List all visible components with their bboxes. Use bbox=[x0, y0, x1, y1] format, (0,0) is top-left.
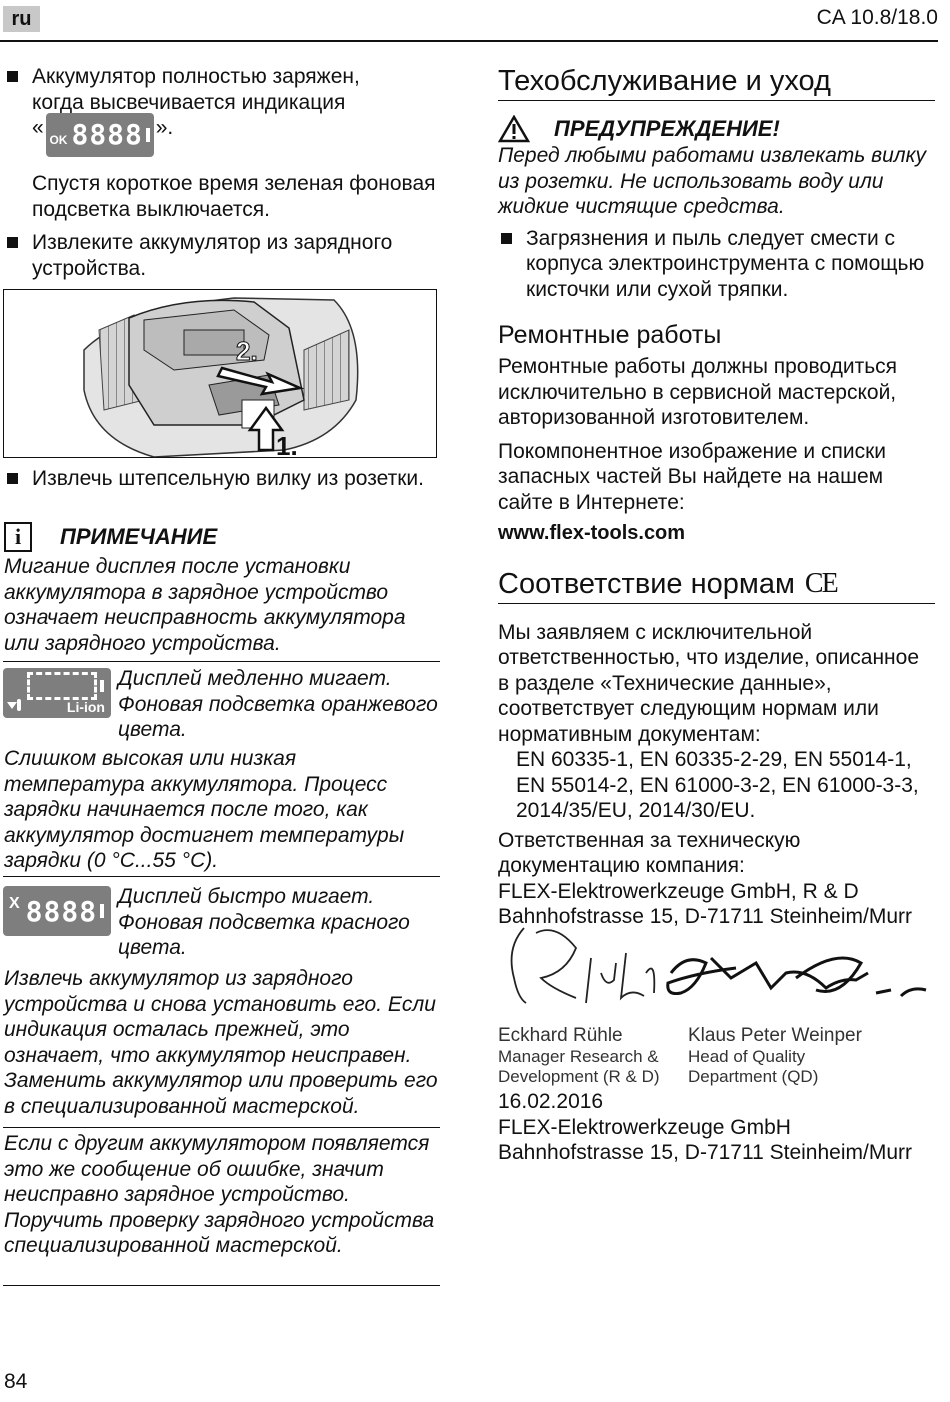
website-link[interactable]: www.flex-tools.com bbox=[498, 522, 686, 544]
address-rd: Bahnhofstrasse 15, D-71711 Steinheim/Murr bbox=[498, 905, 912, 928]
signature-footer bbox=[498, 1089, 938, 1166]
row2-description: Дисплей быстро мигает. Фоновая подсветка красного цвета. bbox=[118, 885, 410, 959]
bullet-remove-battery: Извлеките аккумулятор из зарядного устройства. bbox=[4, 230, 444, 281]
conformity-rule bbox=[498, 603, 935, 604]
row1-description: Дисплей медленно мигает. Фоновая подсветка оранжевого цвета. bbox=[118, 667, 438, 741]
note-header bbox=[4, 522, 440, 552]
responsible-text: Ответственная за техническую документацию компания: bbox=[498, 828, 801, 877]
conformity-heading: Соответствие нормам bbox=[498, 567, 795, 600]
ce-mark-icon: CE bbox=[804, 567, 837, 599]
charger-figure bbox=[3, 289, 437, 458]
signer-1-name: Eckhard Rühle bbox=[498, 1025, 623, 1046]
row3-explanation: Если с другим аккумулятором появляется это же сообщение об ошибке, значит неисправно зарядное устройство. Поручить проверку зарядного устройства специализированной мастерской. bbox=[4, 1132, 435, 1257]
note-title: ПРИМЕЧАНИЕ bbox=[60, 524, 218, 549]
hourglass-icon bbox=[7, 702, 17, 709]
bullet-charged-line1: Аккумулятор полностью заряжен, bbox=[32, 65, 360, 88]
note-text: Мигание дисплея после установки аккумулятора в зарядное устройство означает неисправность аккумулятора или зарядного устройства. bbox=[4, 555, 406, 655]
quote-close: ». bbox=[155, 116, 174, 139]
lcd-slow-inner bbox=[3, 668, 111, 718]
company-address: Bahnhofstrasse 15, D-71711 Steinheim/Murr bbox=[498, 1141, 912, 1164]
signer-1 bbox=[498, 1025, 688, 1087]
signer-1-role-line1: Manager Research & bbox=[498, 1047, 659, 1066]
warning-text: Перед любыми работами извлекать вилку из розетки. Не использовать воду или жидкие чистящие средства. bbox=[498, 144, 927, 218]
language-badge: ru bbox=[3, 6, 40, 32]
maintenance-bullet: Загрязнения и пыль следует смести с корпуса электроинструмента с помощью кисточки или сухой тряпки. bbox=[498, 226, 935, 303]
signature-date: 16.02.2016 bbox=[498, 1090, 604, 1113]
company-name: FLEX-Elektrowerkzeuge GmbH bbox=[498, 1115, 791, 1139]
signer-2-role-line2: Department (QD) bbox=[688, 1067, 819, 1086]
error-x-label: X bbox=[9, 895, 20, 912]
note-rule-2 bbox=[3, 876, 440, 877]
lcd-blink-fast bbox=[3, 886, 111, 936]
ok-label: OK bbox=[49, 133, 68, 148]
battery-tip-icon bbox=[100, 680, 104, 692]
lcd-blink-slow bbox=[3, 668, 111, 718]
signatures-image bbox=[496, 918, 936, 1018]
quote-open: « bbox=[32, 116, 44, 139]
warning-triangle-icon bbox=[498, 115, 530, 143]
warning-title: ПРЕДУПРЕЖДЕНИЕ! bbox=[554, 116, 780, 141]
note-block bbox=[4, 522, 440, 656]
header-rule bbox=[0, 40, 938, 42]
battery-tip-icon bbox=[100, 904, 104, 918]
conformity-text: Мы заявляем с исключительной ответственностью, что изделие, описанное в разделе «Технические данные», соответствует следующим нормам или нормативным документам: bbox=[498, 620, 920, 746]
left-column-lower bbox=[4, 466, 444, 492]
bullet-charged-line2: когда высвечивается индикация bbox=[32, 90, 346, 114]
signer-1-role-line2: Development (R & D) bbox=[498, 1067, 660, 1086]
row2-explanation: Извлечь аккумулятор из зарядного устройства и снова установить его. Если индикация осталась прежней, это означает, что аккумулятор неисправен. Заменить аккумулятор или проверить его в специализированной мастерской. bbox=[4, 967, 438, 1118]
model-number: CA 10.8/18.0 bbox=[816, 6, 938, 29]
thermometer-icon bbox=[17, 699, 21, 711]
signer-2-name: Klaus Peter Weinper bbox=[688, 1025, 862, 1046]
signer-2-role-line1: Head of Quality bbox=[688, 1047, 806, 1066]
battery-tip-icon bbox=[146, 128, 150, 142]
repair-text-1: Ремонтные работы должны проводиться исключительно в сервисной мастерской, авторизованной изготовителем. bbox=[498, 355, 898, 429]
warning-header bbox=[498, 115, 935, 143]
company-rd: FLEX-Elektrowerkzeuge GmbH, R & D bbox=[498, 879, 859, 903]
step-1-label: 1. bbox=[276, 431, 298, 457]
ok-display-icon bbox=[46, 113, 154, 157]
norms-list: EN 60335-1, EN 60335-2-29, EN 55014-1, EN 55014-2, EN 61000-3-2, EN 61000-3-3, 2014/35/EU, 2014/30/EU. bbox=[516, 748, 919, 822]
conformity-heading-row bbox=[498, 567, 935, 601]
info-icon: i bbox=[4, 522, 32, 552]
error-digits: 8888 bbox=[25, 894, 98, 928]
note-rule-3 bbox=[3, 1127, 440, 1128]
backlight-off-text: Спустя короткое время зеленая фоновая подсветка выключается. bbox=[32, 172, 436, 221]
signer-2 bbox=[688, 1025, 928, 1087]
note-rule-1 bbox=[3, 661, 440, 662]
repair-heading: Ремонтные работы bbox=[498, 321, 722, 349]
step-2-label: 2. bbox=[236, 336, 258, 366]
right-column bbox=[498, 64, 935, 930]
charger-illustration bbox=[4, 290, 436, 457]
maintenance-heading: Техобслуживание и уход bbox=[498, 65, 831, 97]
maintenance-rule bbox=[498, 100, 935, 101]
bullet-charged bbox=[4, 64, 444, 165]
bullet-unplug: Извлечь штепсельную вилку из розетки. bbox=[4, 466, 444, 492]
page-number: 84 bbox=[4, 1370, 28, 1393]
li-ion-label: Li-ion bbox=[66, 699, 105, 715]
dashed-digits-icon bbox=[27, 672, 97, 700]
row1-explanation: Слишком высокая или низкая температура аккумулятора. Процесс зарядки начинается после того, как аккумулятор достигнет температуры зарядки (0 °C...55 °C). bbox=[4, 747, 405, 872]
left-column bbox=[4, 64, 444, 281]
repair-text-2: Покомпонентное изображение и списки запасных частей Вы найдете на нашем сайте в Интернете: bbox=[498, 439, 886, 514]
ok-indicator-line bbox=[32, 115, 444, 165]
ok-digits: 8888 bbox=[71, 118, 143, 152]
note-rule-4 bbox=[3, 1285, 440, 1286]
